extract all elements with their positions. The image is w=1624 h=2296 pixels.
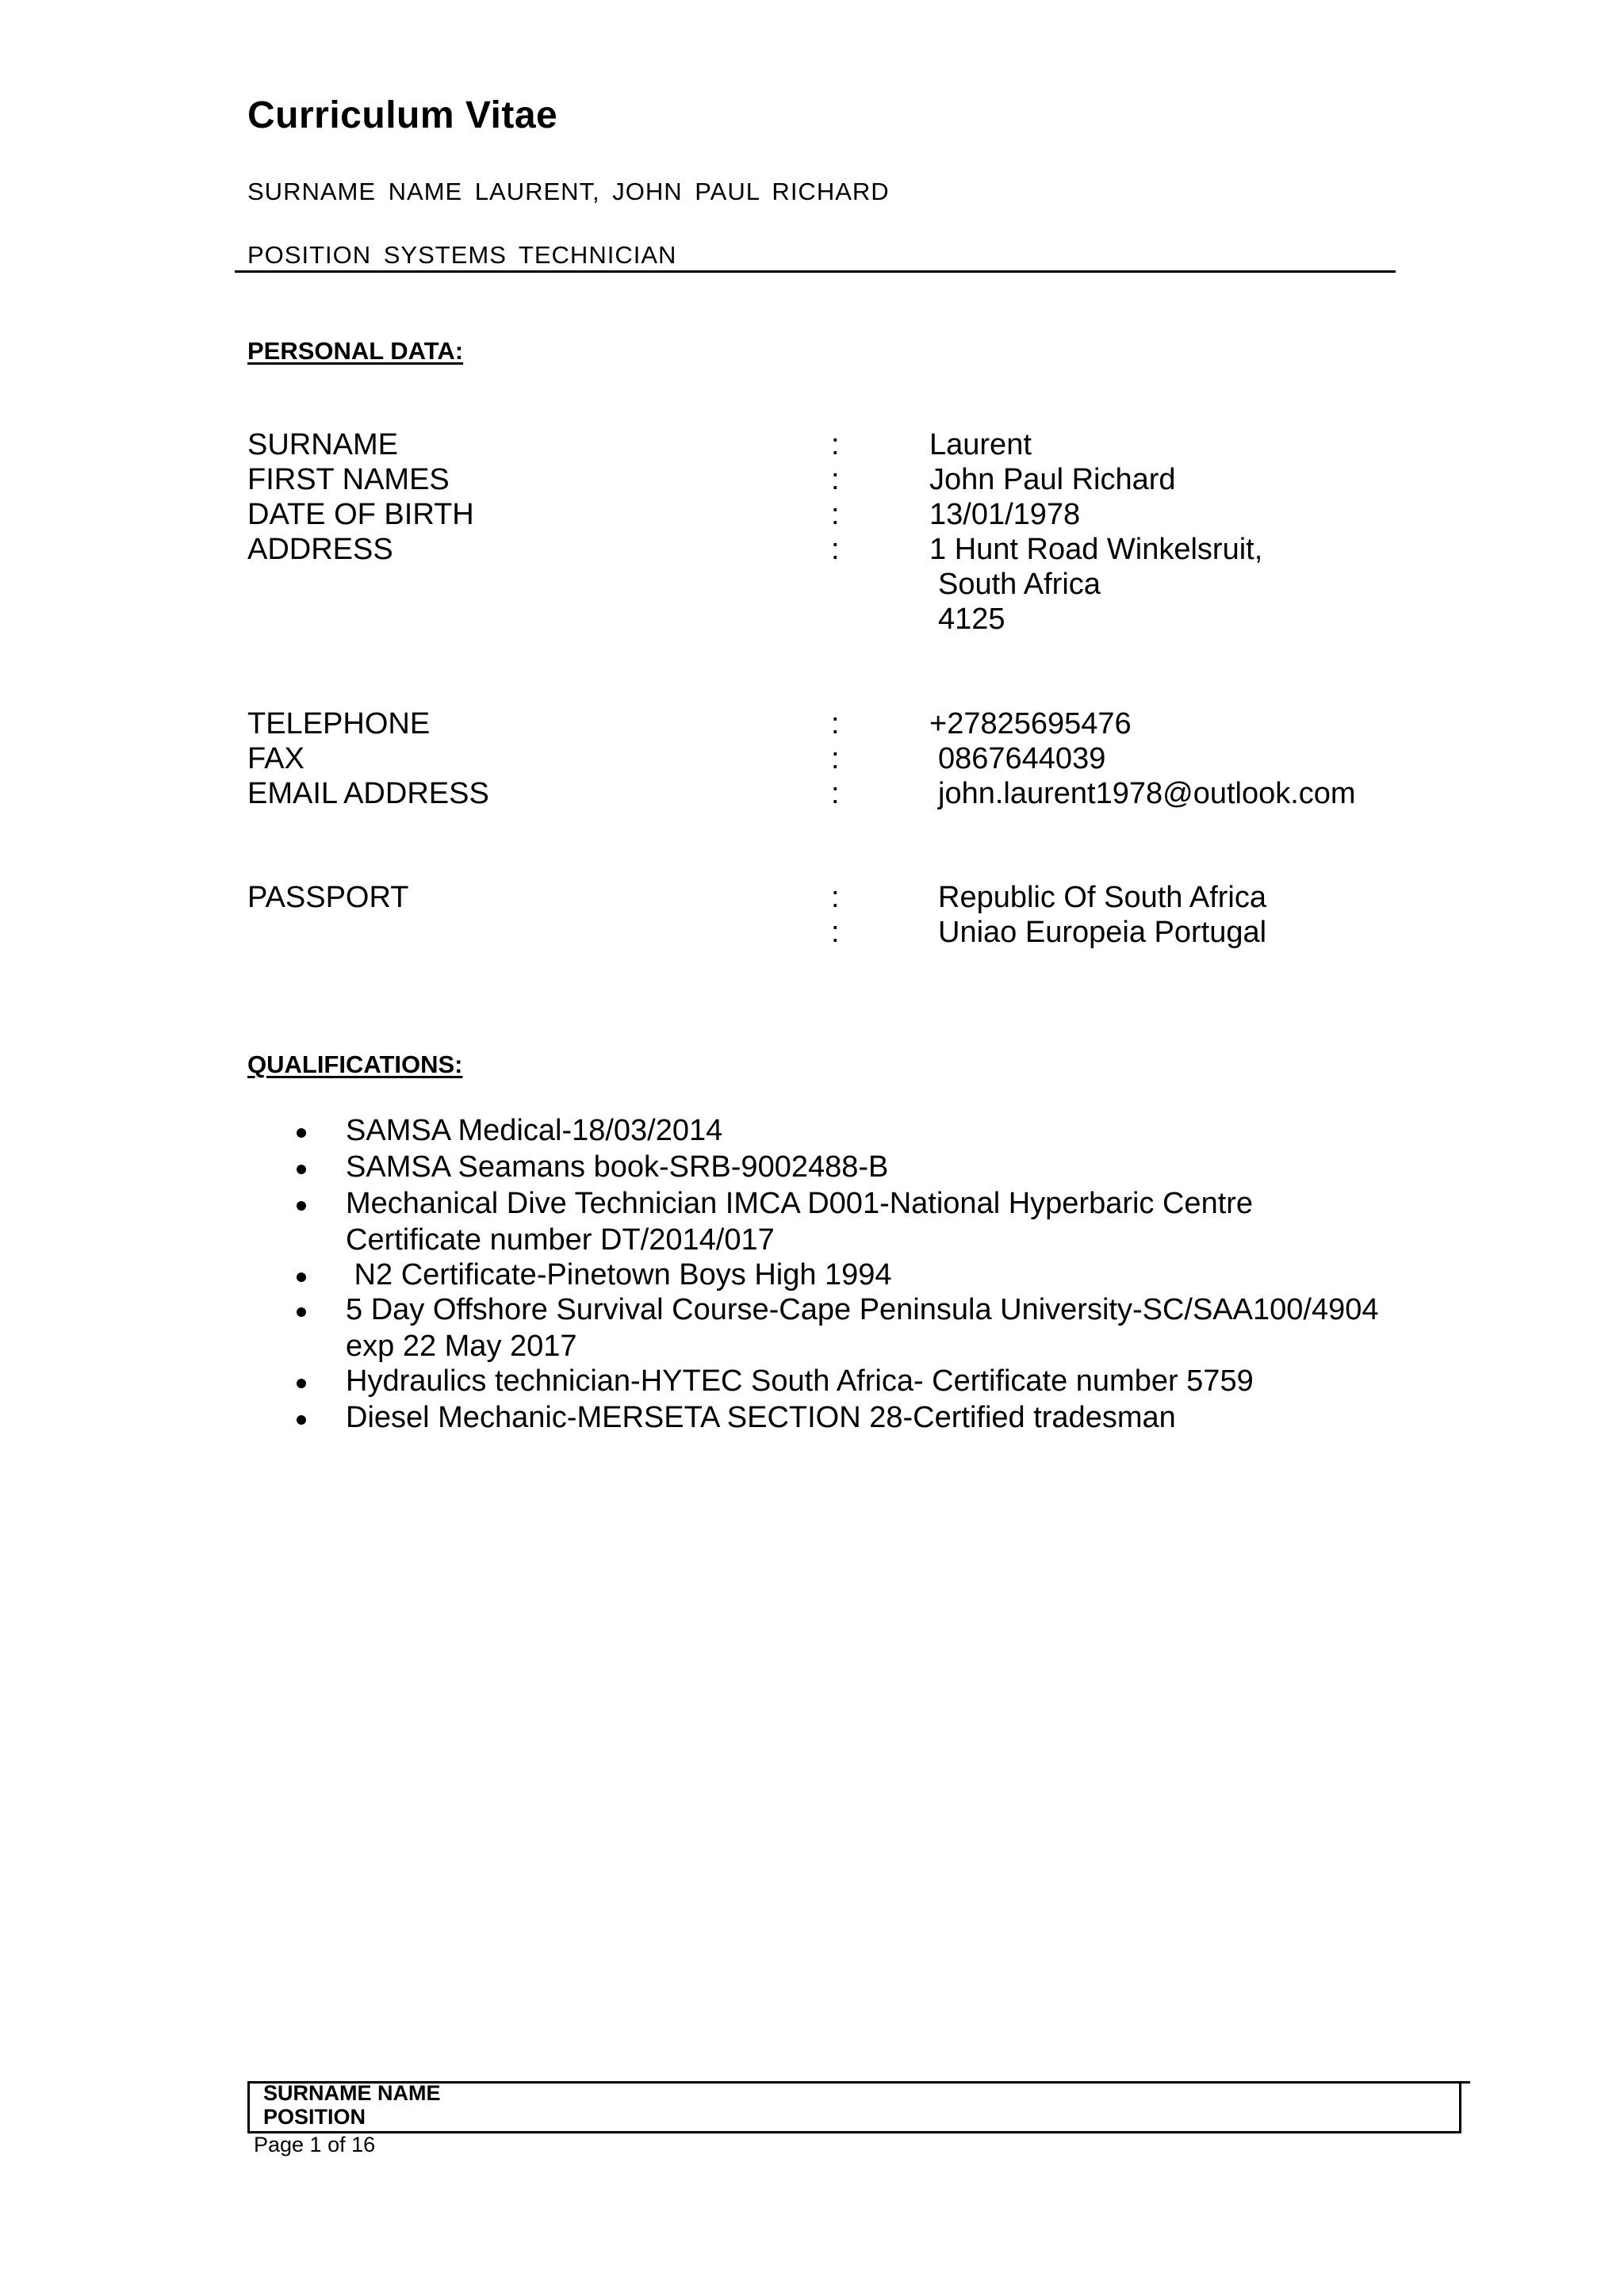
field-colon: : [831, 533, 840, 566]
field-first-names [0, 463, 1624, 498]
field-telephone [0, 707, 1624, 742]
personal-data-heading: PERSONAL DATA: [247, 337, 464, 365]
field-label: DATE OF BIRTH [247, 498, 474, 531]
footer-name-label: SURNAME NAME [263, 2081, 441, 2105]
qualification-text: Mechanical Dive Technician IMCA D001-National Hyperbaric Centre [346, 1187, 1254, 1220]
field-fax [0, 742, 1624, 777]
bullet-icon [297, 1128, 306, 1138]
field-passport-2 [0, 916, 1624, 951]
field-colon: : [831, 463, 840, 496]
header-divider [235, 270, 1396, 273]
field-colon: : [831, 742, 840, 775]
qualification-text: 5 Day Offshore Survival Course-Cape Peninsula University-SC/SAA100/4904 [346, 1293, 1379, 1326]
field-value: 13/01/1978 [929, 498, 1081, 531]
field-value: 1 Hunt Road Winkelsruit, [929, 533, 1263, 566]
footer-position-label: POSITION [263, 2105, 366, 2129]
field-colon: : [831, 707, 840, 740]
bullet-icon [297, 1272, 306, 1282]
field-label: SURNAME [247, 428, 399, 461]
field-label: PASSPORT [247, 881, 409, 914]
qualification-text: Hydraulics technician-HYTEC South Africa- Certificate number 5759 [346, 1364, 1254, 1398]
qualification-text-continued: exp 22 May 2017 [346, 1330, 577, 1363]
field-label: ADDRESS [247, 533, 393, 566]
field-value: Republic Of South Africa [938, 881, 1266, 914]
field-value: John Paul Richard [929, 463, 1176, 496]
field-email [0, 777, 1624, 812]
bullet-icon [297, 1415, 306, 1425]
qualification-text: SAMSA Medical-18/03/2014 [346, 1114, 723, 1147]
field-value: Uniao Europeia Portugal [938, 916, 1267, 949]
field-colon: : [831, 777, 840, 810]
field-colon: : [831, 916, 840, 949]
field-label: EMAIL ADDRESS [247, 777, 489, 810]
field-value: john.laurent1978@outlook.com [938, 777, 1356, 810]
field-value: +27825695476 [929, 707, 1132, 740]
field-colon: : [831, 881, 840, 914]
header-position-line: POSITION SYSTEMS TECHNICIAN [247, 241, 677, 269]
address-line-3: 4125 [938, 603, 1005, 636]
field-date-of-birth [0, 498, 1624, 533]
qualification-text: Diesel Mechanic-MERSETA SECTION 28-Certified tradesman [346, 1401, 1176, 1434]
address-line-2: South Africa [938, 568, 1101, 601]
field-colon: : [831, 428, 840, 461]
qualification-text: SAMSA Seamans book-SRB-9002488-B [346, 1150, 889, 1184]
document-title: Curriculum Vitae [247, 94, 558, 136]
footer-divider [1454, 2081, 1470, 2084]
bullet-icon [297, 1379, 306, 1388]
qualifications-heading: QUALIFICATIONS: [247, 1050, 463, 1078]
bullet-icon [297, 1307, 306, 1317]
field-colon: : [831, 498, 840, 531]
field-address [0, 533, 1624, 568]
field-passport [0, 881, 1624, 916]
field-value: Laurent [929, 428, 1032, 461]
qualification-text: N2 Certificate-Pinetown Boys High 1994 [346, 1258, 892, 1292]
header-name-line: SURNAME NAME LAURENT, JOHN PAUL RICHARD [247, 178, 890, 205]
bullet-icon [297, 1165, 306, 1174]
qualification-text-continued: Certificate number DT/2014/017 [346, 1223, 775, 1257]
field-value: 0867644039 [938, 742, 1106, 775]
field-surname [0, 428, 1624, 463]
bullet-icon [297, 1201, 306, 1211]
field-label: FAX [247, 742, 304, 775]
page-number: Page 1 of 16 [254, 2133, 376, 2156]
field-label: FIRST NAMES [247, 463, 450, 496]
field-label: TELEPHONE [247, 707, 431, 740]
